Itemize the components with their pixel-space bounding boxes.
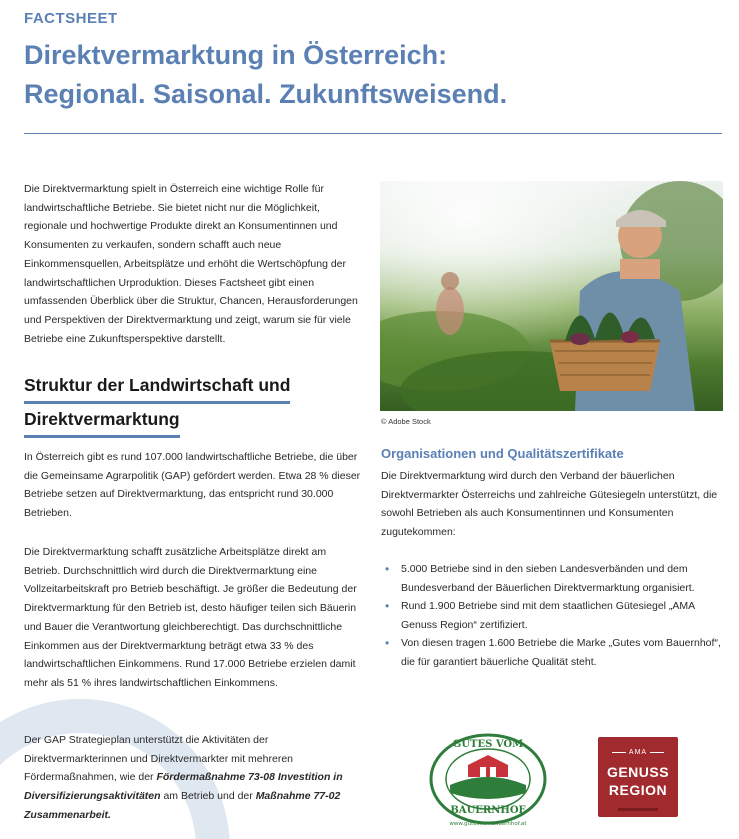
farmer-photo (380, 181, 723, 411)
structure-paragraph-3 (24, 731, 362, 825)
ama-flag-bar (618, 808, 658, 811)
photo-caption: © Adobe Stock (381, 417, 431, 426)
gutes-bottom-text: BAUERNHOF (450, 805, 526, 816)
structure-paragraph-2: Die Direktvermarktung schafft zusätzliche Arbeitsplätze direkt am Betrieb. Durchschnittlich wird durch die Direktvermarktung eine Vollzeitarbeitskraft pro Betrieb beschäftigt. Je größer die Bedeutung der Direktvermarktung für den Betrieb ist, desto häufiger teilen sich Bäuerin und Bauer die Verantwortung gleichberechtigt. Das durchschnittliche Einkommen aus der Direktvermarktung beträgt etwa 33 % des landwirtschaftlichen Einkommens. Rund 17.000 Betriebe erzielen damit mehr als 51 % ihres landwirtschaftlichen Einkommens. (24, 546, 357, 689)
list-item: • Rund 1.900 Betriebe sind mit dem staatlichen Gütesiegel „AMA Genuss Region“ zertifiziert. (401, 597, 723, 634)
ama-region-text: REGION (608, 782, 668, 798)
ama-genuss-region-logo (598, 737, 678, 817)
ama-genuss-text: GENUSS (606, 764, 670, 780)
ama-right-line (650, 752, 664, 753)
funding-text-mid: am Betrieb und der (160, 790, 256, 803)
ama-label: AMA (628, 749, 648, 756)
kicker-label: FACTSHEET (24, 10, 118, 27)
gutes-vom-bauernhof-logo (428, 733, 548, 828)
list-item: • 5.000 Betriebe sind in den sieben Landesverbänden und dem Bundesverband der Bäuerlichen Direktvermarktung organisiert. (401, 560, 723, 597)
organisations-paragraph: Die Direktvermarktung wird durch den Verband der bäuerlichen Direktvermarkter Österreichs und zahlreiche Gütesiegeln unterstützt, die sowohl Betrieben als auch Konsumentinnen und Konsumenten zugutekommen: (381, 470, 718, 539)
organisations-heading: Organisationen und Qualitätszertifikate (381, 446, 624, 461)
header-divider (24, 133, 722, 134)
structure-heading (24, 370, 290, 438)
funding-measure-2: Maßnahme 77-02 Zusammenarbeit. (24, 790, 341, 821)
gutes-top-text: GUTES VOM (452, 739, 524, 750)
funding-text-start: Der GAP Strategieplan unterstützt die Aktivitäten der Direktvermarkterinnen und Direktvermarkter mit mehreren Fördermaßnahmen, wie der (24, 734, 293, 784)
intro-paragraph: Die Direktvermarktung spielt in Österreich eine wichtige Rolle für landwirtschaftliche Betriebe. Sie bietet nicht nur die Möglichkeit, regionale und hochwertige Produkte direkt an Konsumentinnen und Konsumenten zu verkaufen, sondern schafft auch neue Einkommensquellen, Arbeitsplätze und erhöht die Wertschöpfung der landwirtschaftlichen Urproduktion. Dieses Factsheet gibt einen umfassenden Überblick über die Struktur, Chancen, Herausforderungen und Perspektiven der Direktvermarktung und zeigt, warum sie für viele Betriebe eine Zukunftsperspektive darstellt. (24, 183, 358, 345)
structure-heading-line-2: Direktvermarktung (24, 404, 180, 438)
structure-heading-line-1: Struktur der Landwirtschaft und (24, 370, 290, 404)
title-line-2: Regional. Saisonal. Zukunftsweisend. (24, 79, 508, 109)
gutes-url-text: www.gutesvombauernhof.at (449, 821, 527, 827)
structure-paragraph-1: In Österreich gibt es rund 107.000 landwirtschaftliche Betriebe, die über die Gemeinsame Agrarpolitik (GAP) gefördert werden. Etwa 28 % dieser Betriebe setzen auf Direktvermarktung, das entspricht rund 30.000 Betrieben. (24, 451, 361, 520)
list-item: • Von diesen tragen 1.600 Betriebe die Marke „Gutes vom Bauernhof“, die für garantiert bäuerliche Qualität steht. (401, 634, 723, 671)
gutes-vom-bauernhof-emblem (428, 733, 548, 828)
farmer-photo-illustration (380, 181, 723, 411)
page-title (24, 36, 724, 114)
funding-measure-1: Fördermaßnahme 73-08 Investition in Diversifizierungsaktivitäten (24, 771, 343, 803)
title-line-1: Direktvermarktung in Österreich: (24, 40, 448, 70)
organisations-list (401, 560, 723, 671)
